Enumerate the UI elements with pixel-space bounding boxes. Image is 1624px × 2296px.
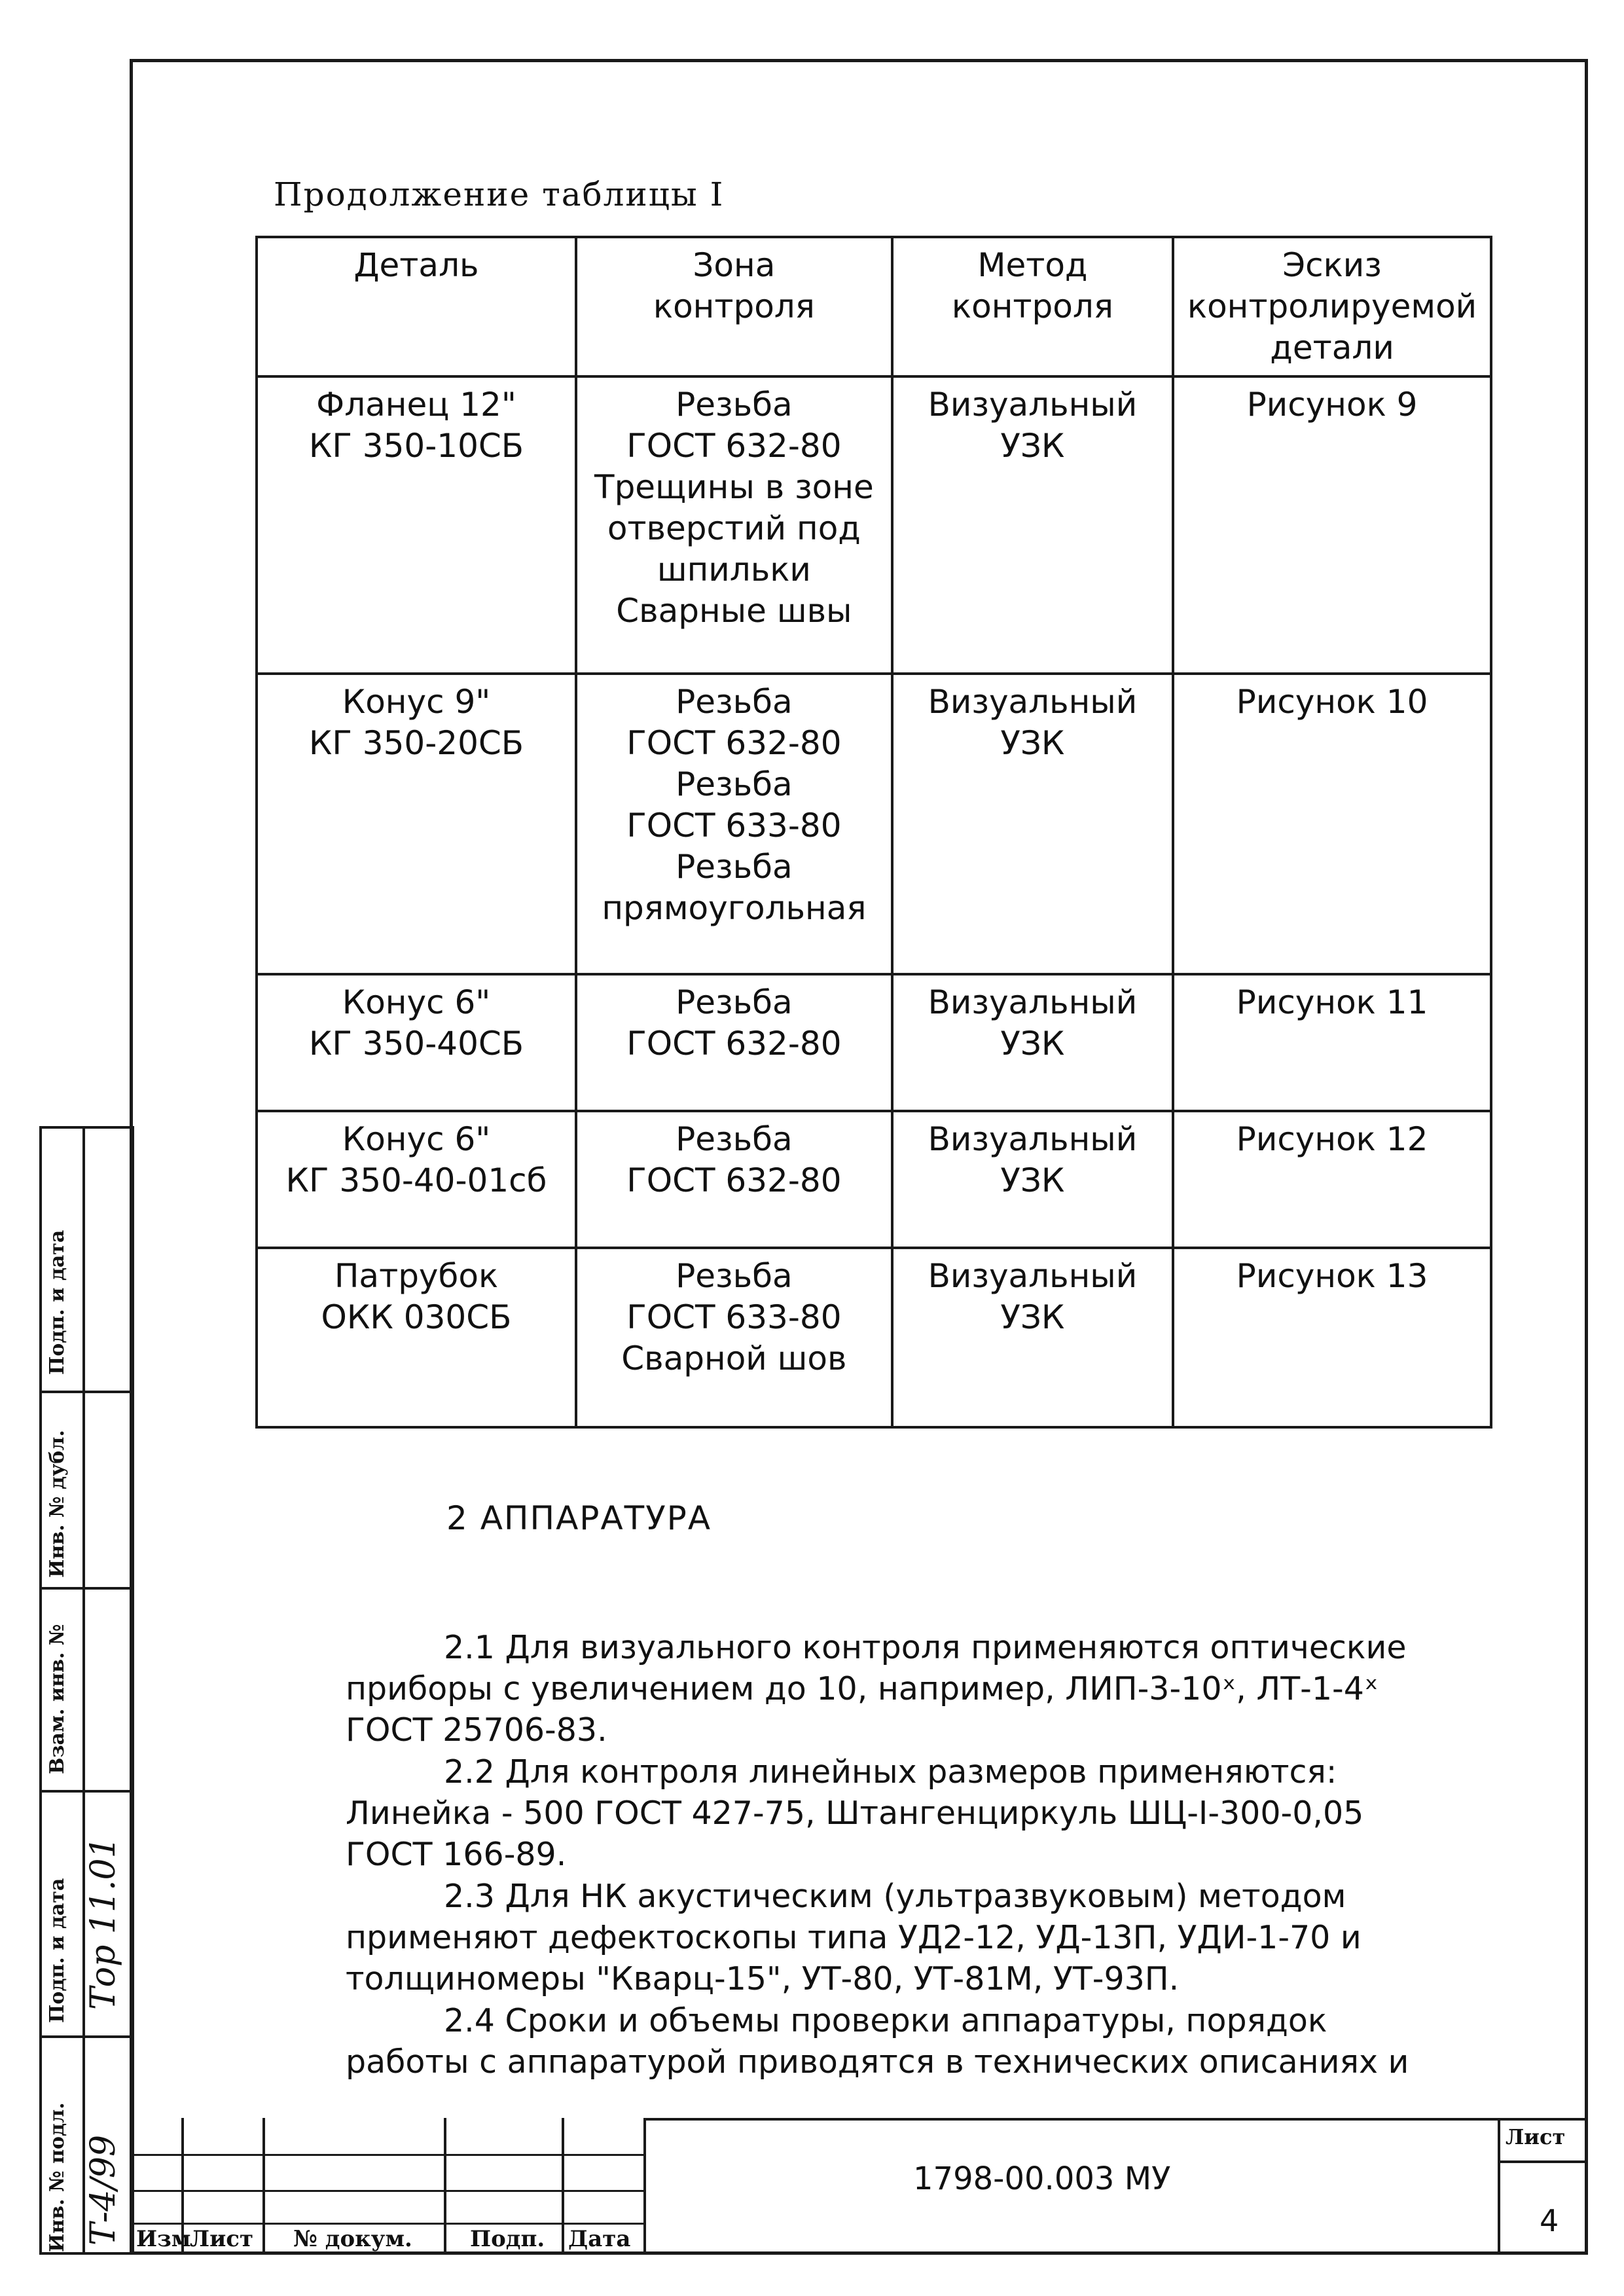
header-method: Метод контроля <box>892 237 1173 376</box>
section-title: 2 АППАРАТУРА <box>446 1499 712 1537</box>
paragraph-2-1: 2.1 Для визуального контроля применяются оптические приборы с увеличением до 10, например, ЛИП-3-10ˣ, ЛТ-1-4ˣ ГОСТ 25706-83. <box>346 1629 1407 1749</box>
strip-divider <box>42 1790 132 1793</box>
strip-divider <box>82 1129 85 2252</box>
cell-sketch: Рисунок 11 <box>1173 974 1491 1111</box>
cell-method: Визуальный УЗК <box>892 974 1173 1111</box>
document-code: 1798-00.003 МУ <box>913 2160 1171 2197</box>
strip-label-sign-date: Подп. и дата <box>46 1878 69 2023</box>
title-block-label-doc: № докум. <box>293 2226 412 2252</box>
sheet-number: 4 <box>1540 2203 1559 2238</box>
cell-sketch: Рисунок 13 <box>1173 1248 1491 1427</box>
handwritten-inv-number: Т-4/99 <box>84 2134 123 2246</box>
strip-divider <box>42 2035 132 2038</box>
title-block-top-line <box>643 2118 1588 2121</box>
handwritten-signature: Тор 11.01 <box>84 1836 123 2010</box>
cell-part: Патрубок ОКК 030СБ <box>257 1248 576 1427</box>
table-row <box>257 1248 1491 1427</box>
cell-zone: Резьба ГОСТ 632-80 Резьба ГОСТ 633-80 Резьба прямоугольная <box>576 674 892 974</box>
header-sketch: Эскиз контролируемой детали <box>1173 237 1491 376</box>
table-header-row <box>257 237 1491 376</box>
table-row <box>257 974 1491 1111</box>
table-row <box>257 674 1491 974</box>
header-zone: Зона контроля <box>576 237 892 376</box>
strip-label-inv-orig: Инв. № подл. <box>46 2102 69 2252</box>
paragraph-2-4: 2.4 Сроки и объемы проверки аппаратуры, порядок работы с аппаратурой приводятся в технических описаниях и <box>346 2002 1409 2081</box>
cell-method: Визуальный УЗК <box>892 1111 1173 1248</box>
title-block-label-sheet: Лист <box>190 2226 254 2252</box>
cell-part: Конус 6" КГ 350-40-01сб <box>257 1111 576 1248</box>
cell-zone: Резьба ГОСТ 632-80 <box>576 974 892 1111</box>
cell-zone: Резьба ГОСТ 633-80 Сварной шов <box>576 1248 892 1427</box>
header-part: Деталь <box>257 237 576 376</box>
table-row <box>257 376 1491 674</box>
control-table <box>255 236 1492 1429</box>
cell-zone: Резьба ГОСТ 632-80 Трещины в зоне отверстий под шпильки Сварные швы <box>576 376 892 674</box>
cell-sketch: Рисунок 9 <box>1173 376 1491 674</box>
strip-label-dup-inv: Инв. № дубл. <box>46 1430 69 1578</box>
title-block-label-date: Дата <box>568 2226 631 2252</box>
title-block-divider <box>643 2118 646 2255</box>
cell-part: Фланец 12" КГ 350-10СБ <box>257 376 576 674</box>
sheet-label: Лист <box>1506 2124 1566 2149</box>
strip-divider <box>42 1587 132 1590</box>
strip-label-replacement-inv: Взам. инв. № <box>46 1624 69 1774</box>
paragraph-2-2: 2.2 Для контроля линейных размеров применяются: Линейка - 500 ГОСТ 427-75, Штангенциркуль ШЦ-I-300-0,05 ГОСТ 166-89. <box>346 1753 1364 1873</box>
cell-zone: Резьба ГОСТ 632-80 <box>576 1111 892 1248</box>
cell-sketch: Рисунок 12 <box>1173 1111 1491 1248</box>
cell-method: Визуальный УЗК <box>892 376 1173 674</box>
cell-method: Визуальный УЗК <box>892 1248 1173 1427</box>
strip-divider <box>42 1391 132 1393</box>
title-block-label-change: Изм <box>136 2226 191 2252</box>
cell-sketch: Рисунок 10 <box>1173 674 1491 974</box>
cell-part: Конус 9" КГ 350-20СБ <box>257 674 576 974</box>
title-block-label-sign: Подп. <box>470 2226 545 2252</box>
cell-method: Визуальный УЗК <box>892 674 1173 974</box>
table-caption: Продолжение таблицы I <box>274 175 725 213</box>
strip-label-sign-date-2: Подп. и дата <box>46 1230 69 1375</box>
paragraph-2-3: 2.3 Для НК акустическим (ультразвуковым) методом применяют дефектоскопы типа УД2-12, УД-13П, УДИ-1-70 и толщиномеры "Кварц-15", УТ-80, УТ-81М, УТ-93П. <box>346 1878 1362 1997</box>
table-row <box>257 1111 1491 1248</box>
sheet-box-divider <box>1498 2160 1588 2163</box>
cell-part: Конус 6" КГ 350-40СБ <box>257 974 576 1111</box>
